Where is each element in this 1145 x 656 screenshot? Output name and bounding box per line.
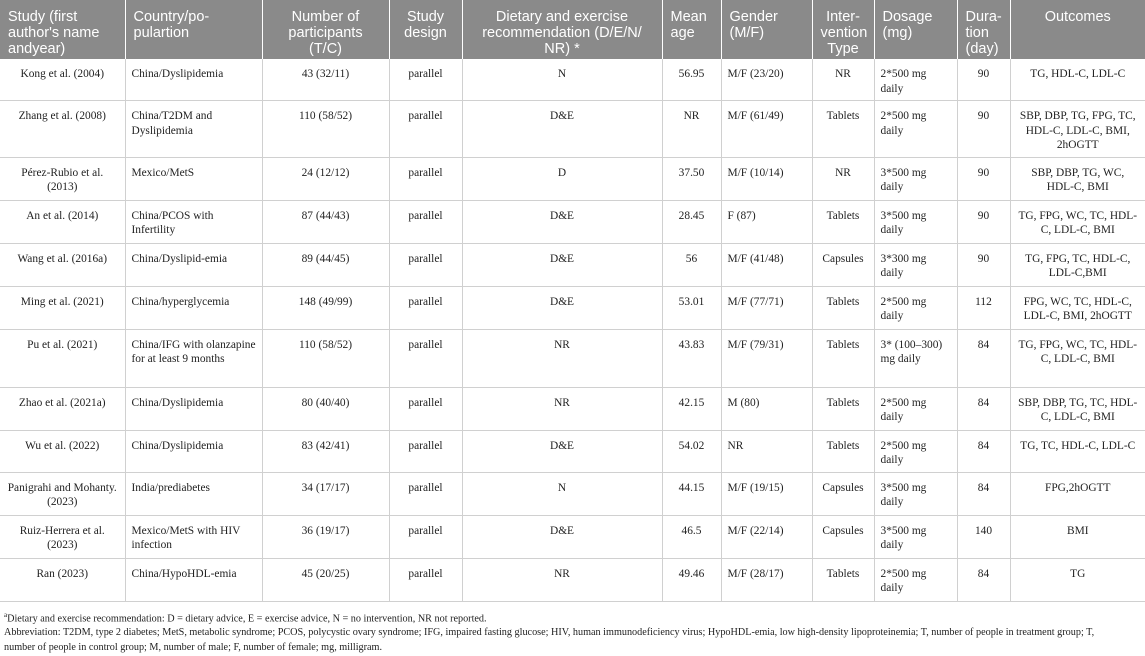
cell-duration: 90: [957, 243, 1010, 286]
cell-participants: 110 (58/52): [262, 329, 389, 387]
table-footnotes: [0, 602, 1145, 656]
table-body: [0, 59, 1145, 601]
table-row: [0, 472, 1145, 515]
cell-country: China/Dyslipidemia: [125, 430, 262, 472]
header-outcomes: Outcomes: [1010, 0, 1145, 59]
cell-duration: 90: [957, 157, 1010, 200]
cell-duration: 84: [957, 387, 1010, 430]
cell-intervention: Capsules: [812, 472, 874, 515]
cell-design: parallel: [389, 243, 462, 286]
cell-outcomes: FPG, WC, TC, HDL-C, LDL-C, BMI, 2hOGTT: [1010, 286, 1145, 329]
cell-outcomes: SBP, DBP, TG, WC, HDL-C, BMI: [1010, 157, 1145, 200]
header-intervention-type: Inter-vention Type: [812, 0, 874, 59]
cell-outcomes: SBP, DBP, TG, TC, HDL-C, LDL-C, BMI: [1010, 387, 1145, 430]
cell-design: parallel: [389, 329, 462, 387]
cell-recommendation: D&E: [462, 101, 662, 158]
cell-gender: M/F (41/48): [721, 243, 812, 286]
cell-participants: 43 (32/11): [262, 59, 389, 101]
table-row: [0, 243, 1145, 286]
cell-country: China/Dyslipidemia: [125, 387, 262, 430]
footnote-recommendation: [4, 608, 1141, 627]
table-row: [0, 286, 1145, 329]
cell-design: parallel: [389, 430, 462, 472]
cell-study: Ruiz-Herrera et al. (2023): [0, 515, 125, 558]
cell-gender: M/F (61/49): [721, 101, 812, 158]
cell-recommendation: NR: [462, 558, 662, 601]
cell-outcomes: TG, FPG, WC, TC, HDL-C, LDL-C, BMI: [1010, 329, 1145, 387]
table-row: [0, 558, 1145, 601]
cell-recommendation: D&E: [462, 200, 662, 243]
header-gender: Gender (M/F): [721, 0, 812, 59]
table-row: [0, 515, 1145, 558]
cell-study: Zhao et al. (2021a): [0, 387, 125, 430]
cell-recommendation: D&E: [462, 243, 662, 286]
header-duration: Dura-tion (day): [957, 0, 1010, 59]
cell-intervention: Tablets: [812, 286, 874, 329]
cell-intervention: Capsules: [812, 515, 874, 558]
cell-duration: 84: [957, 430, 1010, 472]
cell-gender: M/F (77/71): [721, 286, 812, 329]
cell-dosage: 2*500 mg daily: [874, 59, 957, 101]
cell-intervention: Tablets: [812, 329, 874, 387]
cell-study: Ran (2023): [0, 558, 125, 601]
cell-mean-age: 44.15: [662, 472, 721, 515]
cell-design: parallel: [389, 157, 462, 200]
cell-duration: 84: [957, 558, 1010, 601]
cell-study: Pérez-Rubio et al. (2013): [0, 157, 125, 200]
cell-recommendation: NR: [462, 329, 662, 387]
cell-outcomes: TG, TC, HDL-C, LDL-C: [1010, 430, 1145, 472]
cell-mean-age: 37.50: [662, 157, 721, 200]
cell-country: China/HypoHDL-emia: [125, 558, 262, 601]
cell-gender: M/F (10/14): [721, 157, 812, 200]
cell-recommendation: N: [462, 59, 662, 101]
cell-dosage: 2*500 mg daily: [874, 286, 957, 329]
footnote-recommendation-text: Dietary and exercise recommendation: D = dietary advice, E = exercise advice, N = no intervention, NR not reported.: [7, 612, 487, 624]
cell-duration: 90: [957, 59, 1010, 101]
cell-mean-age: NR: [662, 101, 721, 158]
cell-participants: 87 (44/43): [262, 200, 389, 243]
cell-mean-age: 43.83: [662, 329, 721, 387]
cell-design: parallel: [389, 59, 462, 101]
cell-study: Ming et al. (2021): [0, 286, 125, 329]
cell-dosage: 2*500 mg daily: [874, 101, 957, 158]
cell-recommendation: D: [462, 157, 662, 200]
cell-participants: 80 (40/40): [262, 387, 389, 430]
cell-outcomes: TG, HDL-C, LDL-C: [1010, 59, 1145, 101]
cell-design: parallel: [389, 101, 462, 158]
cell-participants: 45 (20/25): [262, 558, 389, 601]
cell-intervention: Tablets: [812, 430, 874, 472]
header-participants: Number of participants (T/C): [262, 0, 389, 59]
table-row: [0, 329, 1145, 387]
cell-dosage: 3*300 mg daily: [874, 243, 957, 286]
cell-country: China/IFG with olanzapine for at least 9 months: [125, 329, 262, 387]
cell-participants: 89 (44/45): [262, 243, 389, 286]
cell-intervention: NR: [812, 59, 874, 101]
table-row: [0, 430, 1145, 472]
cell-design: parallel: [389, 515, 462, 558]
cell-design: parallel: [389, 200, 462, 243]
cell-outcomes: TG, FPG, TC, HDL-C, LDL-C,BMI: [1010, 243, 1145, 286]
cell-dosage: 3*500 mg daily: [874, 515, 957, 558]
table-row: [0, 101, 1145, 158]
cell-intervention: Tablets: [812, 558, 874, 601]
cell-design: parallel: [389, 558, 462, 601]
cell-outcomes: TG: [1010, 558, 1145, 601]
table-header-row: [0, 0, 1145, 59]
table-row: [0, 200, 1145, 243]
cell-recommendation: N: [462, 472, 662, 515]
cell-intervention: Capsules: [812, 243, 874, 286]
cell-duration: 112: [957, 286, 1010, 329]
cell-participants: 34 (17/17): [262, 472, 389, 515]
cell-recommendation: D&E: [462, 286, 662, 329]
cell-study: Zhang et al. (2008): [0, 101, 125, 158]
cell-country: India/prediabetes: [125, 472, 262, 515]
cell-duration: 140: [957, 515, 1010, 558]
cell-mean-age: 53.01: [662, 286, 721, 329]
table-row: [0, 59, 1145, 101]
table-row: [0, 387, 1145, 430]
footnote-abbreviations-cont: number of people in control group; M, number of male; F, number of female; mg, milligram.: [4, 642, 383, 654]
cell-study: Kong et al. (2004): [0, 59, 125, 101]
cell-dosage: 2*500 mg daily: [874, 558, 957, 601]
cell-gender: M/F (22/14): [721, 515, 812, 558]
cell-study: Pu et al. (2021): [0, 329, 125, 387]
cell-country: China/T2DM and Dyslipidemia: [125, 101, 262, 158]
cell-intervention: Tablets: [812, 387, 874, 430]
cell-gender: M/F (23/20): [721, 59, 812, 101]
cell-dosage: 3*500 mg daily: [874, 157, 957, 200]
cell-participants: 110 (58/52): [262, 101, 389, 158]
cell-outcomes: TG, FPG, WC, TC, HDL-C, LDL-C, BMI: [1010, 200, 1145, 243]
header-country-population: Country/po-pulartion: [125, 0, 262, 59]
cell-mean-age: 54.02: [662, 430, 721, 472]
cell-country: China/Dyslipidemia: [125, 59, 262, 101]
cell-recommendation: NR: [462, 387, 662, 430]
header-dosage: Dosage (mg): [874, 0, 957, 59]
cell-participants: 148 (49/99): [262, 286, 389, 329]
cell-participants: 36 (19/17): [262, 515, 389, 558]
cell-study: An et al. (2014): [0, 200, 125, 243]
cell-country: China/hyperglycemia: [125, 286, 262, 329]
cell-mean-age: 56.95: [662, 59, 721, 101]
cell-outcomes: BMI: [1010, 515, 1145, 558]
cell-intervention: NR: [812, 157, 874, 200]
cell-design: parallel: [389, 472, 462, 515]
cell-duration: 84: [957, 329, 1010, 387]
cell-country: Mexico/MetS: [125, 157, 262, 200]
cell-recommendation: D&E: [462, 430, 662, 472]
cell-outcomes: FPG,2hOGTT: [1010, 472, 1145, 515]
cell-mean-age: 56: [662, 243, 721, 286]
cell-dosage: 2*500 mg daily: [874, 430, 957, 472]
cell-gender: F (87): [721, 200, 812, 243]
cell-design: parallel: [389, 286, 462, 329]
cell-duration: 90: [957, 101, 1010, 158]
cell-dosage: 3* (100–300) mg daily: [874, 329, 957, 387]
cell-country: China/Dyslipid-emia: [125, 243, 262, 286]
cell-mean-age: 28.45: [662, 200, 721, 243]
cell-dosage: 3*500 mg daily: [874, 472, 957, 515]
header-mean-age: Mean age: [662, 0, 721, 59]
cell-dosage: 3*500 mg daily: [874, 200, 957, 243]
cell-mean-age: 42.15: [662, 387, 721, 430]
cell-country: Mexico/MetS with HIV infection: [125, 515, 262, 558]
cell-design: parallel: [389, 387, 462, 430]
cell-participants: 24 (12/12): [262, 157, 389, 200]
header-dietary-recommendation: Dietary and exercise recommendation (D/E/N/ NR) *: [462, 0, 662, 59]
cell-participants: 83 (42/41): [262, 430, 389, 472]
cell-gender: M (80): [721, 387, 812, 430]
cell-gender: NR: [721, 430, 812, 472]
header-study: Study (first author's name andyear): [0, 0, 125, 59]
cell-outcomes: SBP, DBP, TG, FPG, TC, HDL-C, LDL-C, BMI, 2hOGTT: [1010, 101, 1145, 158]
cell-duration: 84: [957, 472, 1010, 515]
cell-recommendation: D&E: [462, 515, 662, 558]
cell-duration: 90: [957, 200, 1010, 243]
cell-intervention: Tablets: [812, 101, 874, 158]
cell-study: Wang et al. (2016a): [0, 243, 125, 286]
cell-mean-age: 46.5: [662, 515, 721, 558]
cell-study: Wu et al. (2022): [0, 430, 125, 472]
cell-intervention: Tablets: [812, 200, 874, 243]
cell-dosage: 2*500 mg daily: [874, 387, 957, 430]
cell-gender: M/F (79/31): [721, 329, 812, 387]
cell-gender: M/F (28/17): [721, 558, 812, 601]
cell-mean-age: 49.46: [662, 558, 721, 601]
footnote-abbreviations: Abbreviation: T2DM, type 2 diabetes; MetS, metabolic syndrome; PCOS, polycystic ovary syndrome; IFG, impaired fasting glucose; HIV, human immunodeficiency virus; HypoHDL-emia, low high-density lipoproteinemia; T, number of people in treatment group; T,: [4, 627, 1095, 639]
footnote-marker: a: [4, 610, 8, 619]
cell-gender: M/F (19/15): [721, 472, 812, 515]
cell-study: Panigrahi and Mohanty. (2023): [0, 472, 125, 515]
table-row: [0, 157, 1145, 200]
header-study-design: Study design: [389, 0, 462, 59]
cell-country: China/PCOS with Infertility: [125, 200, 262, 243]
